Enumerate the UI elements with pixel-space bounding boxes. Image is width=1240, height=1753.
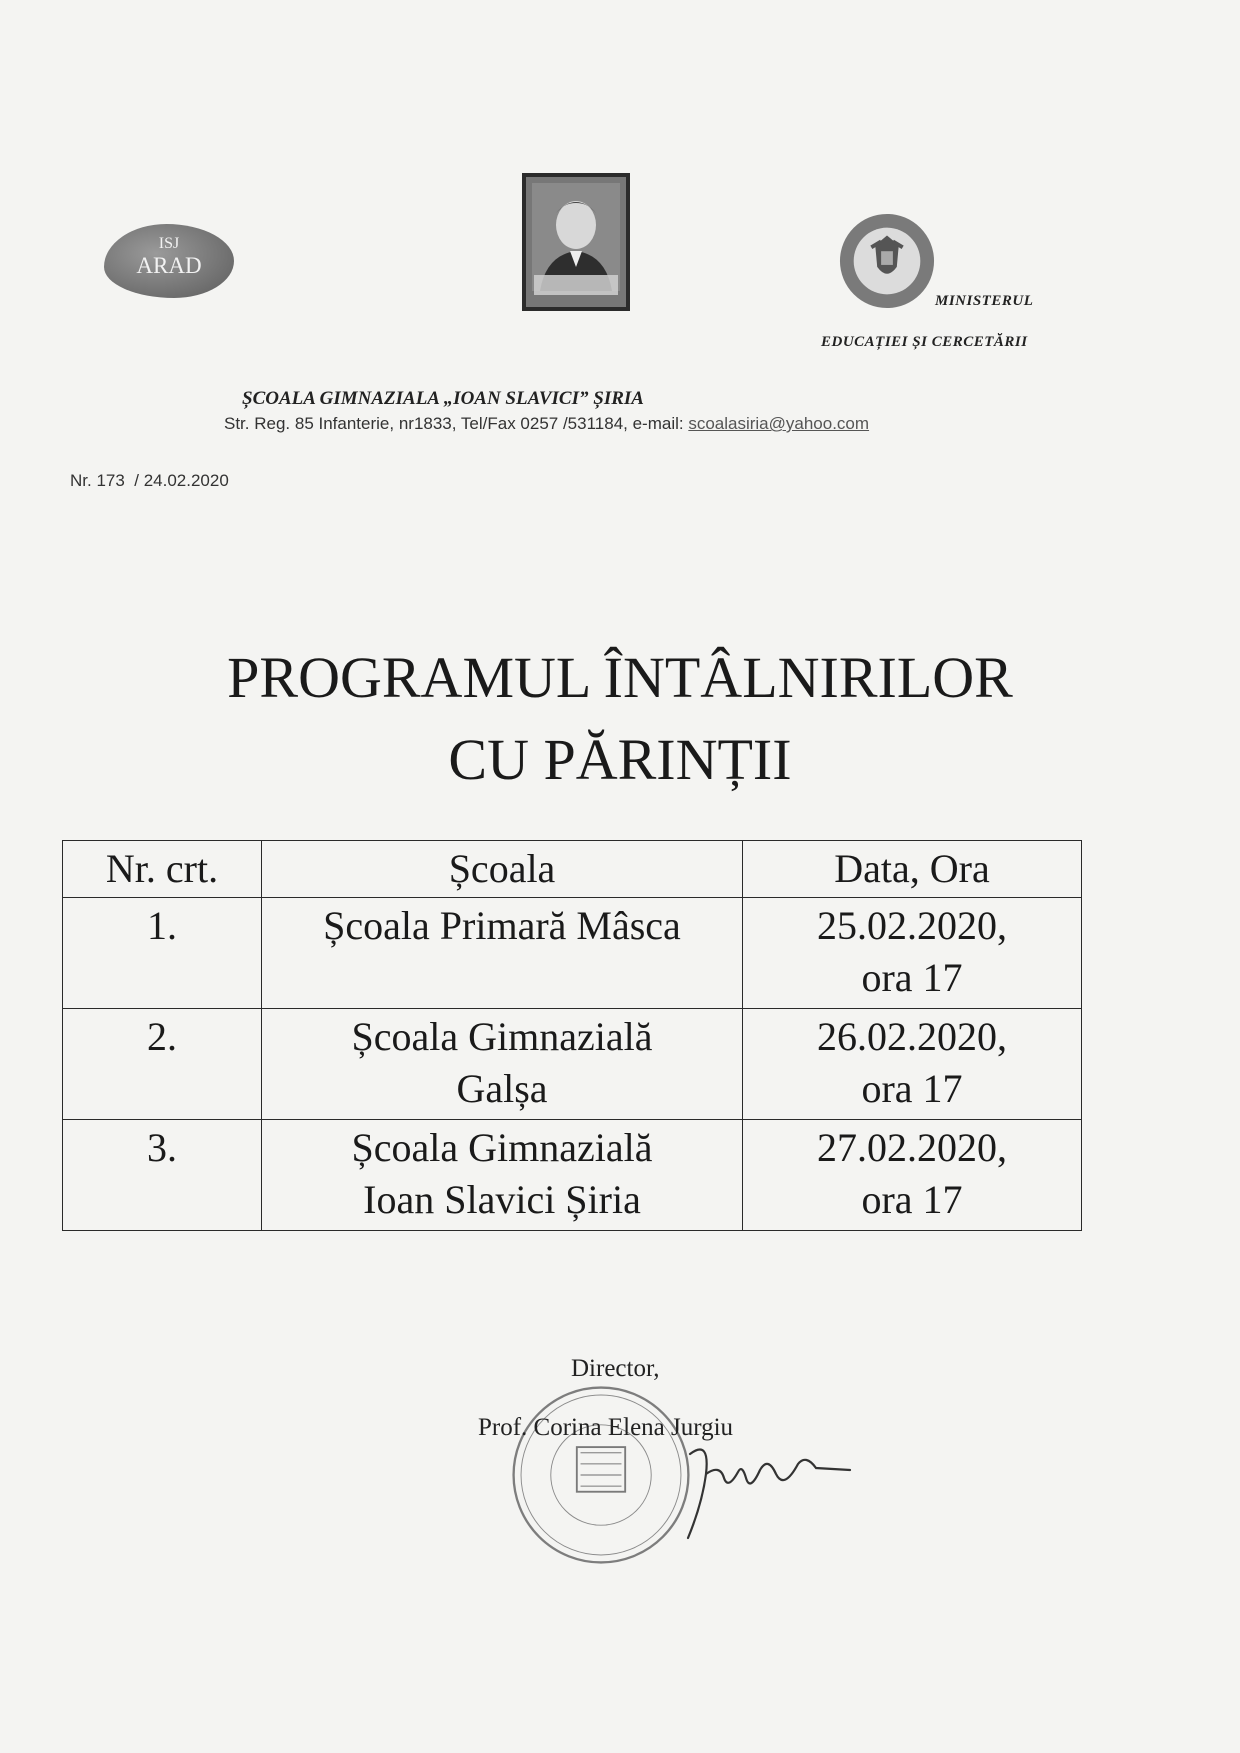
cell-date-time [743, 1009, 1082, 1120]
email-link[interactable]: scoalasiria@yahoo.com [688, 414, 870, 433]
time-text: ora 17 [861, 955, 963, 1000]
school-address [224, 414, 869, 434]
school-line-1: Școala Gimnazială [351, 1125, 653, 1170]
meeting-schedule-table [62, 840, 1082, 1231]
cell-date-time [743, 898, 1082, 1009]
title-line-1: PROGRAMUL ÎNTÂLNIRILOR [227, 645, 1013, 710]
document-number: Nr. 173 / 24.02.2020 [70, 471, 229, 490]
handwritten-signature [680, 1434, 860, 1544]
cell-date-time [743, 1120, 1082, 1231]
cell-school [262, 898, 743, 1009]
date-text: 26.02.2020, [817, 1014, 1007, 1059]
time-text: ora 17 [861, 1066, 963, 1111]
document-title [0, 637, 1240, 801]
cell-nr: 2. [63, 1009, 262, 1120]
header-school: Școala [262, 841, 743, 898]
title-line-2: CU PĂRINȚII [448, 727, 792, 792]
school-line-2: Galșa [456, 1066, 548, 1111]
header-date-time: Data, Ora [743, 841, 1082, 898]
cell-school [262, 1009, 743, 1120]
table-row [63, 1009, 1082, 1120]
cell-nr: 1. [63, 898, 262, 1009]
government-seal [838, 212, 936, 310]
ioan-slavici-stamp [522, 173, 630, 311]
official-school-seal [508, 1382, 694, 1568]
school-line-1: Școala Gimnazială [351, 1014, 653, 1059]
header-nr-crt: Nr. crt. [63, 841, 262, 898]
date-text: 25.02.2020, [817, 903, 1007, 948]
isj-logo-text-2: ARAD [136, 253, 202, 278]
director-name: Prof. Corina Elena Jurgiu [478, 1414, 734, 1441]
cell-school [262, 1120, 743, 1231]
table-row [63, 1120, 1082, 1231]
table-header-row [63, 841, 1082, 898]
date-text: 27.02.2020, [817, 1125, 1007, 1170]
cell-nr: 3. [63, 1120, 262, 1231]
portrait-image [526, 177, 626, 307]
school-name: ȘCOALA GIMNAZIALA „IOAN SLAVICI” ȘIRIA [242, 388, 644, 409]
director-title: Director, [571, 1355, 660, 1382]
ministry-label-line1: MINISTERUL [935, 293, 1034, 309]
school-line-2: Ioan Slavici Șiria [363, 1177, 641, 1222]
isj-arad-logo [104, 224, 234, 298]
table-row [63, 898, 1082, 1009]
ministry-label-line2: EDUCAȚIEI ȘI CERCETĂRII [821, 334, 1028, 350]
time-text: ora 17 [861, 1177, 963, 1222]
isj-logo-text-1: ISJ [158, 235, 180, 252]
address-text: Str. Reg. 85 Infanterie, nr1833, Tel/Fax 0257 /531184, e-mail: [224, 414, 689, 433]
school-line-1: Școala Primară Mâsca [323, 903, 681, 948]
